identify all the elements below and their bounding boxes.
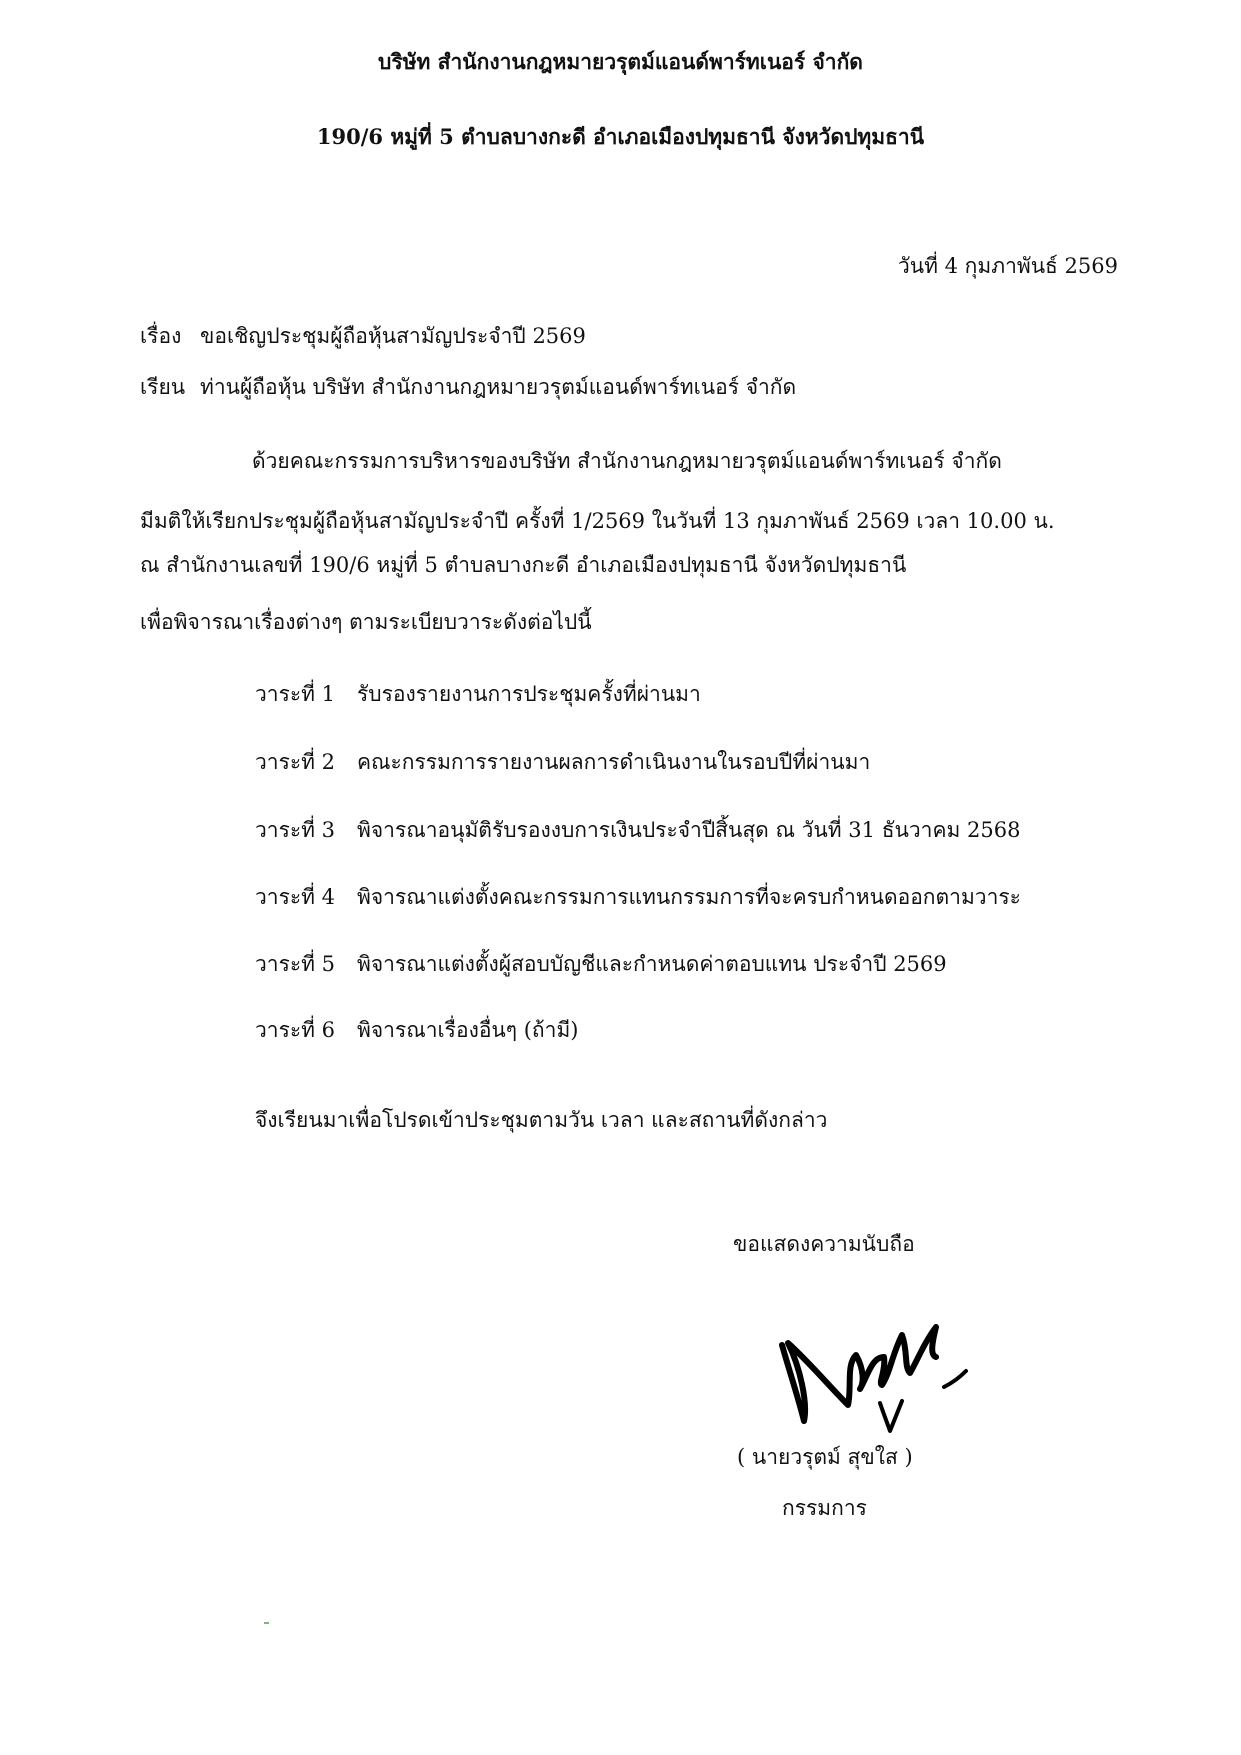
body-line: ณ สำนักงานเลขที่ 190/6 หมู่ที่ 5 ตำบลบางกะดี อำเภอเมืองปทุมธานี จังหวัดปทุมธานี (140, 553, 907, 577)
body-line: มีมติให้เรียกประชุมผู้ถือหุ้นสามัญประจำปี ครั้งที่ 1/2569 ในวันที่ 13 กุมภาพันธ์ 2569 เวลา 10.00 น. (140, 509, 1055, 533)
subject-text: ขอเชิญประชุมผู้ถือหุ้นสามัญประจำปี 2569 (200, 324, 586, 348)
agenda-text: พิจารณาแต่งตั้งผู้สอบบัญชีและกำหนดค่าตอบแทน ประจำปี 2569 (357, 952, 947, 976)
agenda-number: วาระที่ 3 (255, 818, 336, 842)
signature-stroke (944, 1371, 966, 1387)
agenda-number: วาระที่ 4 (255, 885, 336, 909)
agenda-item (255, 816, 1020, 844)
agenda-number: วาระที่ 2 (255, 750, 336, 774)
agenda-item (255, 950, 947, 978)
recipient-row (140, 373, 796, 401)
closing-line: จึงเรียนมาเพื่อโปรดเข้าประชุมตามวัน เวลา และสถานที่ดังกล่าว (255, 1108, 828, 1132)
body-line: เพื่อพิจารณาเรื่องต่างๆ ตามระเบียบวาระดังต่อไปนี้ (140, 610, 592, 634)
recipient-label: เรียน (140, 375, 186, 399)
agenda-text: รับรองรายงานการประชุมครั้งที่ผ่านมา (357, 682, 701, 706)
agenda-number: วาระที่ 1 (255, 682, 336, 706)
agenda-item (255, 1016, 578, 1044)
signer-name: ( นายวรุตม์ สุขใส ) (737, 1445, 913, 1469)
agenda-text: พิจารณาเรื่องอื่นๆ (ถ้ามี) (357, 1018, 579, 1042)
subject-row (140, 322, 586, 350)
agenda-text: พิจารณาแต่งตั้งคณะกรรมการแทนกรรมการที่จะครบกำหนดออกตามวาระ (357, 885, 1021, 909)
signer-position: กรรมการ (782, 1496, 867, 1520)
signature-stroke (880, 1401, 902, 1431)
agenda-item (255, 680, 701, 708)
body-line: ด้วยคณะกรรมการบริหารของบริษัท สำนักงานกฎหมายวรุตม์แอนด์พาร์ทเนอร์ จำกัด (252, 449, 1002, 473)
regards-line: ขอแสดงความนับถือ (733, 1232, 915, 1256)
agenda-text: พิจารณาอนุมัติรับรองงบการเงินประจำปีสิ้นสุด ณ วันที่ 31 ธันวาคม 2568 (357, 818, 1021, 842)
handwritten-signature (760, 1285, 980, 1435)
agenda-number: วาระที่ 5 (255, 952, 336, 976)
company-name: บริษัท สำนักงานกฎหมายวรุตม์แอนด์พาร์ทเนอร์ จำกัด (378, 49, 863, 74)
footer-mark (264, 1622, 269, 1624)
signature-stroke (782, 1327, 936, 1421)
agenda-number: วาระที่ 6 (255, 1018, 336, 1042)
recipient-text: ท่านผู้ถือหุ้น บริษัท สำนักงานกฎหมายวรุตม์แอนด์พาร์ทเนอร์ จำกัด (200, 375, 797, 399)
subject-label: เรื่อง (140, 324, 182, 348)
letter-date: วันที่ 4 กุมภาพันธ์ 2569 (897, 254, 1118, 278)
company-address: 190/6 หมู่ที่ 5 ตำบลบางกะดี อำเภอเมืองปทุมธานี จังหวัดปทุมธานี (316, 124, 925, 149)
agenda-item (255, 883, 1021, 911)
agenda-item (255, 748, 870, 776)
agenda-text: คณะกรรมการรายงานผลการดำเนินงานในรอบปีที่ผ่านมา (357, 750, 871, 774)
